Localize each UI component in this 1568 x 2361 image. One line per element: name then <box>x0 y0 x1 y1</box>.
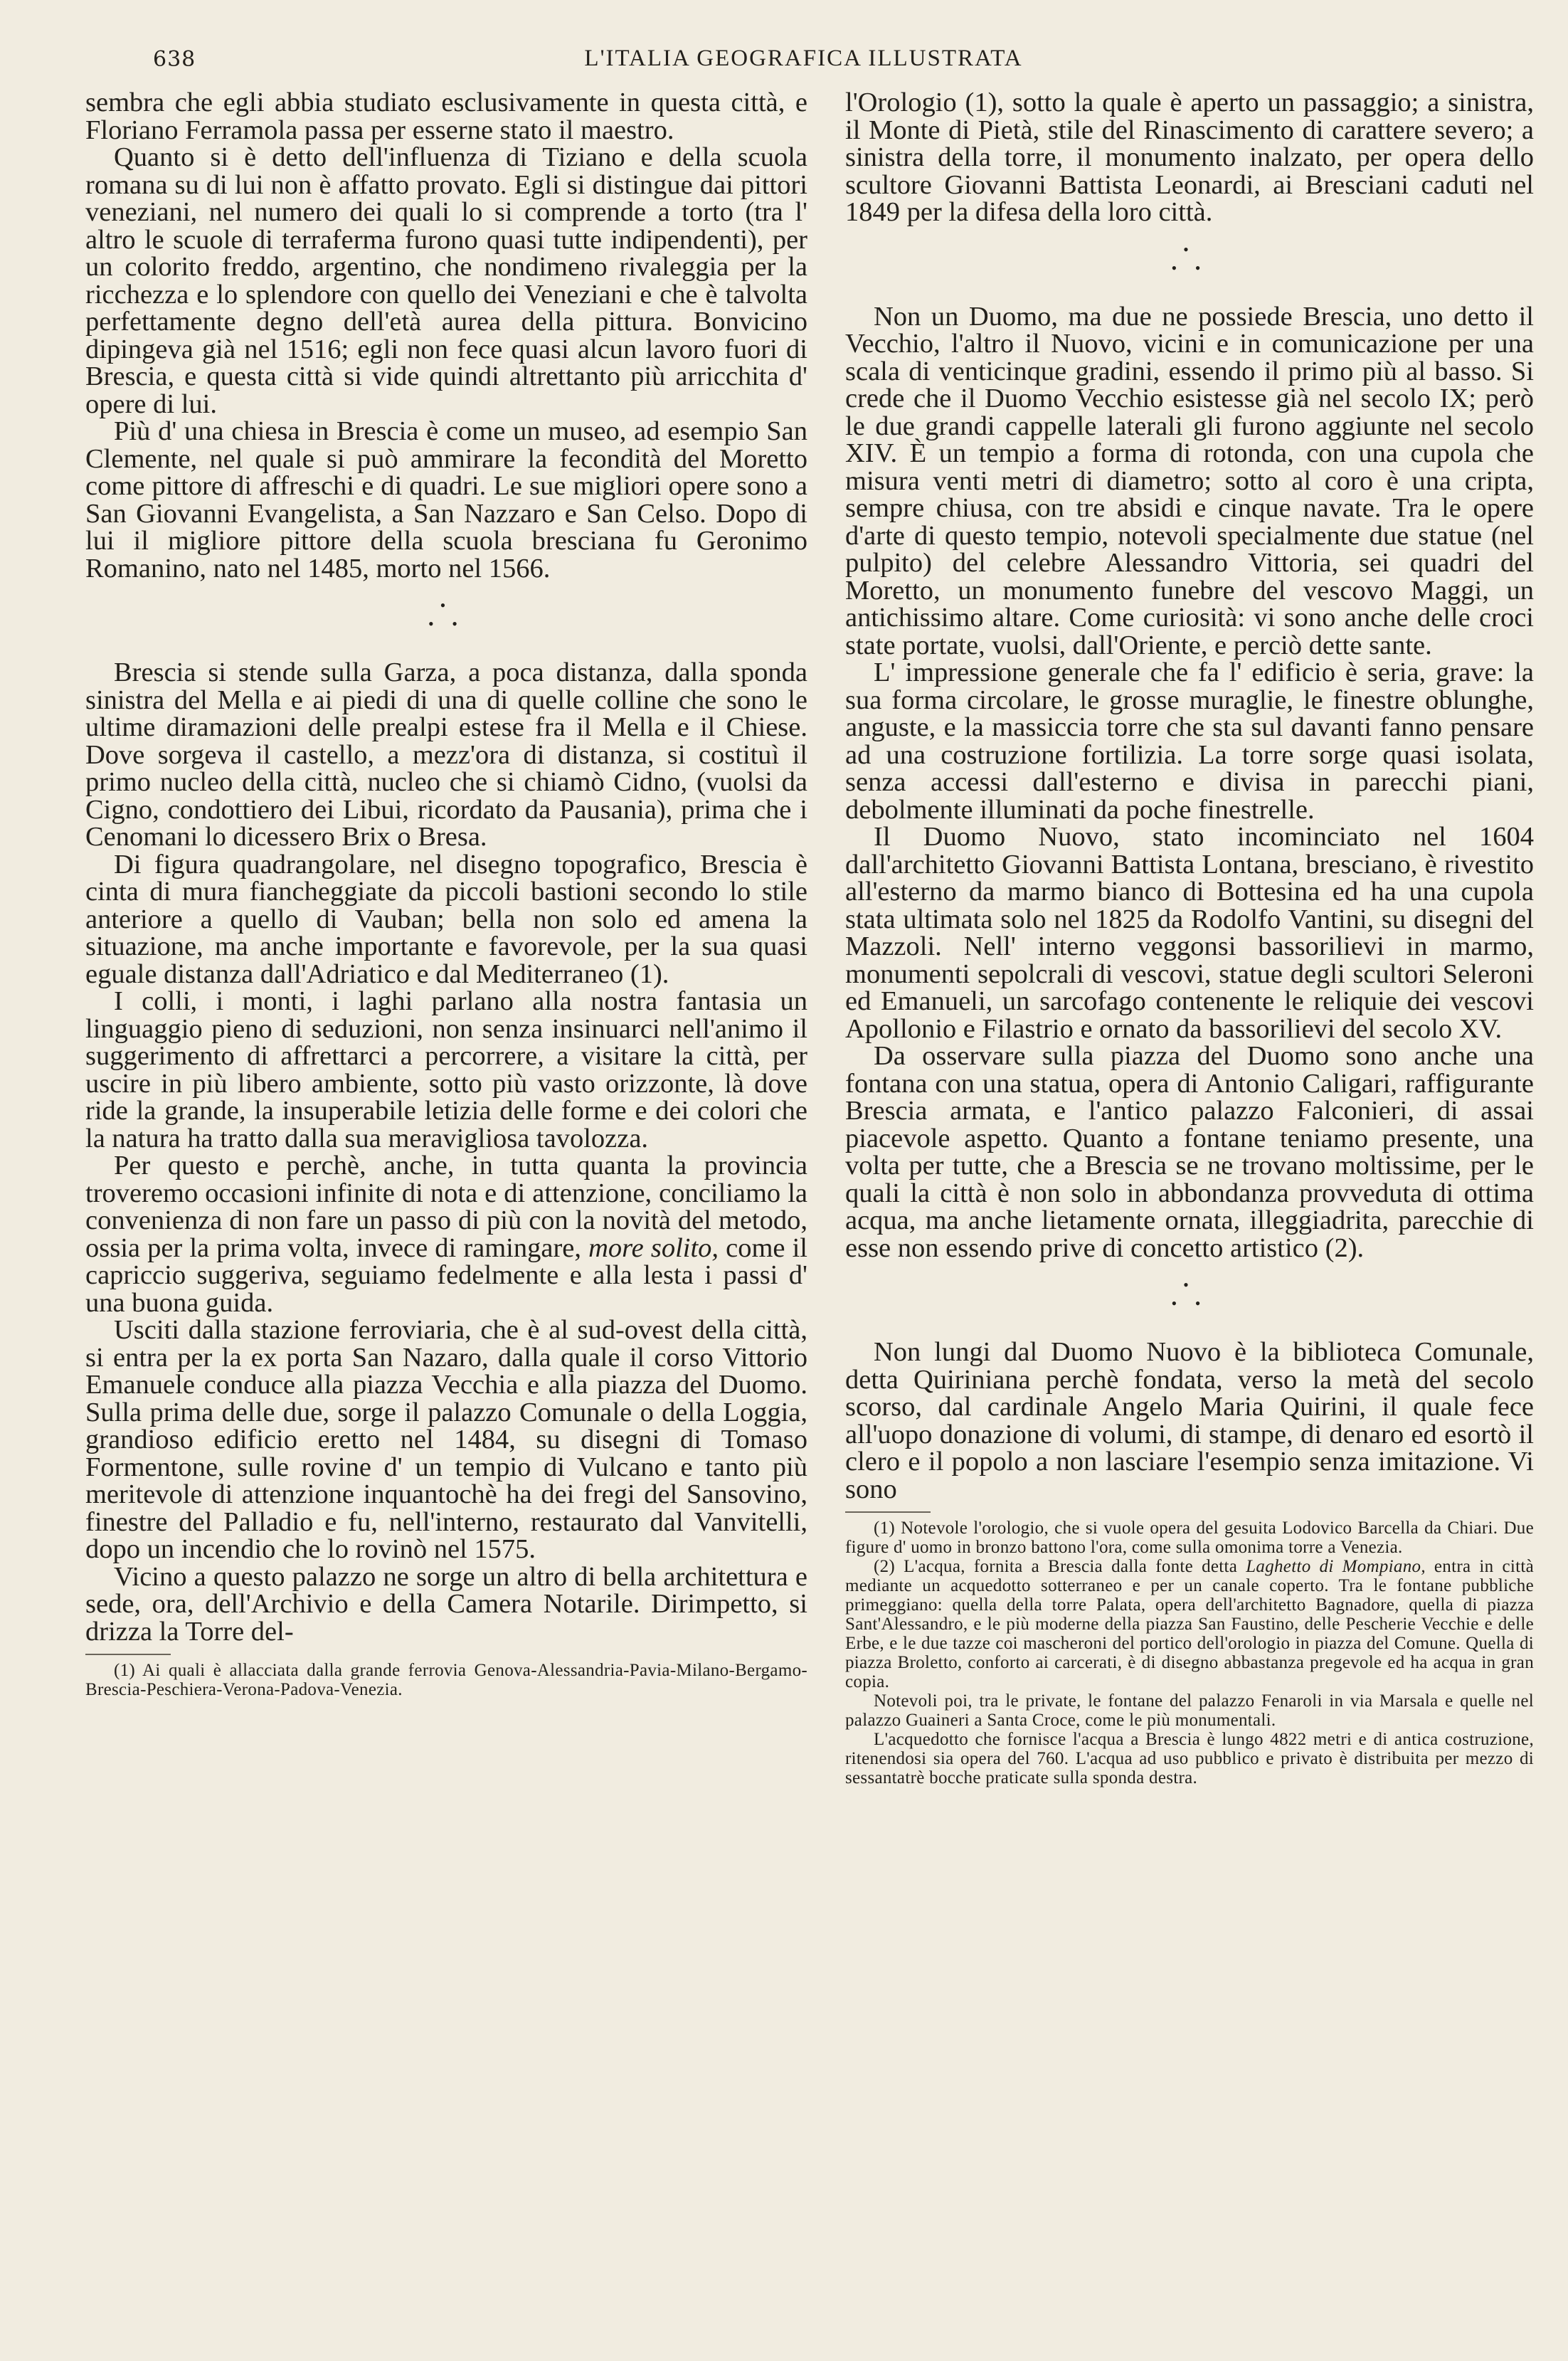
italic-phrase: more solito, <box>588 1232 719 1263</box>
paragraph: l'Orologio (1), sotto la quale è aperto un passaggio; a sinistra, il Monte di Pietà, stile del Rinascimento di carattere severo; a sinistra della torre, il monumento inalzato, per opera dello scultore Giovanni Battista Leonardi, ai Bresciani caduti nel 1849 per la difesa della loro città. <box>845 88 1534 227</box>
right-column <box>845 89 1534 1787</box>
text-span: (2) L'acqua, fornita a Brescia dalla fonte detta <box>874 1557 1246 1576</box>
paragraph: Non un Duomo, ma due ne possiede Brescia, uno detto il Vecchio, l'altro il Nuovo, vicini e in comunicazione per una scala di venticinque gradini, essendo il primo più al basso. Si crede che il Duomo Vecchio esistesse già nel secolo IX; però le due grandi cappelle laterali gli furono aggiunte nel secolo XIV. È un tempio a forma di rotonda, con una cupola che misura venti metri di diametro; sotto al coro è una cripta, sempre chiusa, con tre absidi e cinque navate. Tra le opere d'arte di questo tempio, notevoli specialmente due statue (nel pulpito) del celebre Alessandro Vittoria, sei quadri del Moretto, un monumento funebre del vescovo Maggi, un antichissimo altare. Come curiosità: vi sono anche delle croci state portate, vuolsi, dall'Oriente, e perciò dette sante. <box>845 301 1534 660</box>
footnote: (1) Ai quali è allacciata dalla grande ferrovia Genova-Alessandria-Pavia-Milano-Bergamo-Brescia-Peschiera-Verona-Padova-Venezia. <box>85 1661 807 1699</box>
italic-phrase: Laghetto di Mompiano, <box>1246 1557 1426 1576</box>
paragraph: Vicino a questo palazzo ne sorge un altro di bella architettura e sede, ora, dell'Archivio e della Camera Notarile. Dirimpetto, si drizza la Torre del- <box>85 1561 807 1647</box>
paragraph: Da osservare sulla piazza del Duomo sono anche una fontana con una statua, opera di Antonio Caligari, raffigurante Brescia armata, e l'antico palazzo Falconieri, di assai piacevole aspetto. Quanto a fontane teniamo presente, una volta per tutte, che a Brescia se ne trovano moltissime, per le quali la città è non solo in abbondanza provveduta di ottima acqua, ma anche lietamente ornata, illeggiadrita, parecchie di esse non essendo prive di concetto artistico (2). <box>845 1041 1534 1263</box>
section-separator: • • • <box>1171 240 1208 277</box>
paragraph: Più d' una chiesa in Brescia è come un museo, ad esempio San Clemente, nel quale si può ammirare la fecondità del Moretto come pittore di affreschi e di quadri. Le sue migliori opere sono a San Giovanni Evangelista, a San Nazzaro e San Celso. Dopo di lui il migliore pittore della scuola bresciana fu Geronimo Romanino, nato nel 1485, morto nel 1566. <box>85 416 807 583</box>
paragraph: Di figura quadrangolare, nel disegno topografico, Brescia è cinta di mura fiancheggiate da piccoli bastioni secondo lo stile anteriore a quello di Vauban; bella non solo ed amena la situazione, ma anche importante e favorevole, per la sua quasi eguale distanza dall'Adriatico e dal Mediterraneo (1). <box>85 849 807 989</box>
footnotes <box>845 1518 1534 1787</box>
footnote <box>845 1557 1534 1691</box>
paragraph: Non lungi dal Duomo Nuovo è la biblioteca Comunale, detta Quiriniana perchè fondata, verso la metà del secolo scorso, dal cardinale Angelo Maria Quirini, il quale fece all'uopo donazione di volumi, di stampe, di denaro ed esortò il clero e il popolo a non lasciare l'esempio senza imitazione. Vi sono <box>845 1337 1534 1504</box>
text-span: entra in città mediante un acquedotto sotterraneo e per un canale coperto. Tra le fontane pubbliche primeggiano: quella della torre Palata, opera dell'architetto Bagnadore, quella di piazza Sant'Alessandro, e le più moderne della piazza San Faustino, delle Pescherie Vecchie e delle Erbe, e le due tazze coi mascheroni del portico dell'orologio in piazza del Comune. Quella di piazza Broletto, conforto ai carcerati, è di disegno abbastanza pregevole ed ha acqua in gran copia. <box>845 1557 1534 1691</box>
paragraph <box>85 1152 807 1316</box>
running-title: L'ITALIA GEOGRAFICA ILLUSTRATA <box>584 46 1023 71</box>
footnote: Notevoli poi, tra le private, le fontane del palazzo Fenaroli in via Marsala e quelle nel palazzo Guaineri a Santa Croce, come le più monumentali. <box>845 1691 1534 1730</box>
page-number: 638 <box>153 47 196 72</box>
paragraph: Usciti dalla stazione ferroviaria, che è al sud-ovest della città, si entra per la ex porta San Nazaro, dalla quale il corso Vittorio Emanuele conduce alla piazza Vecchia e alla piazza del Duomo. Sulla prima delle due, sorge il palazzo Comunale o della Loggia, grandioso edificio eretto nel 1484, su disegni di Tomaso Formentone, sulle rovine d' un tempio di Vulcano e tanto più meritevole di attenzione inquantochè ha dei fregi del Sansovino, finestre del Palladio e fu, nell'interno, restaurato dal Vanvitelli, dopo un incendio che lo rovinò nel 1575. <box>85 1315 807 1564</box>
paragraph: Quanto si è detto dell'influenza di Tiziano e della scuola romana su di lui non è affatto provato. Egli si distingue dai pittori veneziani, nel numero dei quali lo si comprende a torto (tra l' altro le scuole di terraferma furono quasi tutte indipendenti), per un colorito freddo, argentino, che nondimeno rivaleggia per la ricchezza e lo splendore con quello dei Veneziani e che è talvolta perfettamente degno dell'età aurea della pittura. Bonvicino dipingeva già nel 1516; egli non fece quasi alcun lavoro fuori di Brescia, e questa città si vide quindi altrettanto più arricchita d' opere di lui. <box>85 142 807 419</box>
left-column <box>85 89 807 1699</box>
footnote: L'acquedotto che fornisce l'acqua a Brescia è lungo 4822 metri e di antica costruzione, ritenendosi sia opera del 760. L'acqua ad uso pubblico e privato è distribuita per mezzo di sessantatrè bocche praticate sulla sponda destra. <box>845 1730 1534 1787</box>
page-header <box>82 37 1525 80</box>
text-span: Per questo e perchè, anche, in tutta quanta la provincia troveremo occasioni infinite di nota e di attenzione, conciliamo la convenienza di non fare un passo di più con la novità del metodo, ossia per la prima volta, invece di ramingare, <box>85 1151 807 1263</box>
footnotes <box>85 1661 807 1699</box>
footnote-rule <box>845 1511 931 1513</box>
paragraph: Il Duomo Nuovo, stato incominciato nel 1604 dall'architetto Giovanni Battista Lontana, bresciano, è rivestito all'esterno da marmo bianco di Bottesina ed ha una cupola stata ultimata solo nel 1825 da Rodolfo Vantini, su disegni del Mazzoli. Nell' interno veggonsi bassorilievi in marmo, monumenti sepolcrali di vescovi, statue degli scultori Seleroni ed Emanueli, un sarcofago contenente le reliquie dei vescovi Apollonio e Filastrio e ornato da bassorilievi del secolo XV. <box>845 822 1534 1044</box>
footnote: (1) Notevole l'orologio, che si vuole opera del gesuita Lodovico Barcella da Chiari. Due figure d' uomo in bronzo battono l'ora, come sulla omonima torre a Venezia. <box>845 1518 1534 1557</box>
section-separator: • • • <box>428 596 465 633</box>
paragraph: L' impressione generale che fa l' edificio è seria, grave: la sua forma circolare, le grosse muraglie, le finestre oblunghe, anguste, e la massiccia torre che sta sul davanti fanno pensare ad una costruzione fortilizia. La torre sorge quasi isolata, senza accessi dall'esterno e divisa in parecchi piani, debolmente illuminati da poche finestrelle. <box>845 657 1534 825</box>
section-separator: • • • <box>1171 1276 1208 1312</box>
footnote-rule <box>85 1654 171 1655</box>
text-span: come il capriccio suggeriva, seguiamo fedelmente e alla lesta i passi d' una buona guida. <box>85 1232 807 1318</box>
paragraph: I colli, i monti, i laghi parlano alla nostra fantasia un linguaggio pieno di seduzioni, non senza insinuarci nell'animo il suggerimento di affrettarci a percorrere, a visitare la città, per uscire in più libero ambiente, sotto più vasto orizzonte, là dove ride la grande, la insuperabile letizia delle forme e dei colori che la natura ha tratto dalla sua meravigliosa tavolozza. <box>85 986 807 1153</box>
paragraph: sembra che egli abbia studiato esclusivamente in questa città, e Floriano Ferramola passa per esserne stato il maestro. <box>85 88 807 145</box>
paragraph: Brescia si stende sulla Garza, a poca distanza, dalla sponda sinistra del Mella e ai piedi di una di quelle colline che sono le ultime diramazioni delle prealpi estese fra il Mella e il Chiese. Dove sorgeva il castello, a mezz'ora di distanza, si costituì il primo nucleo della città, nucleo che si chiamò Cidno, (vuolsi da Cigno, condottiero dei Libui, ricordato da Pausania), prima che i Cenomani lo dicessero Brix o Bresa. <box>85 657 807 852</box>
